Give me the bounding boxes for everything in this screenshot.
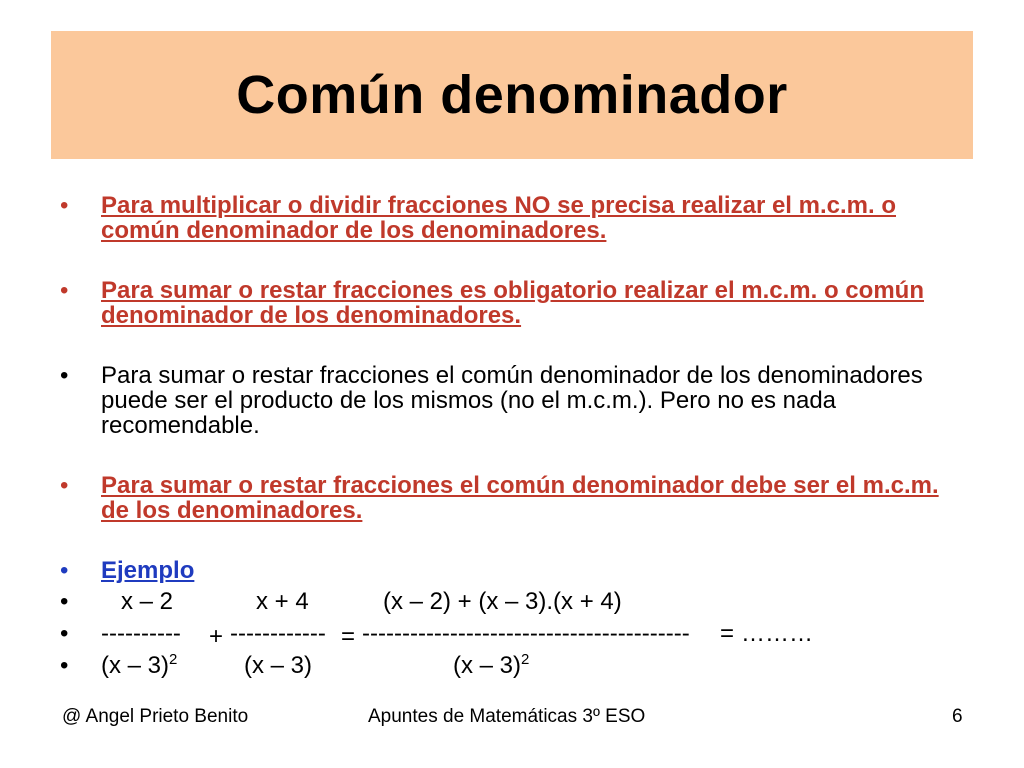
numerator-3: (x – 2) + (x – 3).(x + 4) [383,588,622,615]
bullet-item-mcm [60,473,960,523]
equals-sign: = [341,623,356,650]
slide-title: Común denominador [236,65,788,125]
example-numerators-row [60,589,960,621]
bullet-marker: • [60,192,69,219]
example-denominators-row [60,653,960,685]
slide-footer [0,706,1024,730]
fraction-bar-1: ---------- [101,620,181,647]
bullet-item-example [60,558,960,583]
title-banner [51,31,973,159]
bullet-text: Para sumar o restar fracciones el común denominador debe ser el m.c.m. de los denominadores. [101,472,939,524]
bullet-marker: • [60,472,69,499]
bullet-marker: • [60,557,69,584]
bullet-item-product [60,363,960,438]
numerator-1: x – 2 [121,588,174,615]
bullet-list [60,193,960,685]
fraction-bar-3: ----------------------------------------- [362,620,690,647]
result-ellipsis: ……… [741,620,813,647]
footer-author: @ Angel Prieto Benito [62,706,249,727]
example-heading: Ejemplo [101,557,195,584]
denominator-2: (x – 3) [244,652,313,679]
bullet-marker: • [60,277,69,304]
bullet-text: Para sumar o restar fracciones es obligatorio realizar el m.c.m. o común denominador de los denominadores. [101,277,924,329]
numerator-2: x + 4 [256,588,309,615]
footer-page-number: 6 [952,706,963,727]
bullet-item-multiply-divide [60,193,960,243]
fraction-bar-2: ------------ [230,620,326,647]
equals-sign-2: = [720,620,735,647]
bullet-marker: • [60,362,69,389]
bullet-marker: • [60,620,69,647]
example-fraction-bars-row [60,621,960,653]
bullet-text: Para multiplicar o dividir fracciones NO se precisa realizar el m.c.m. o común denominador de los denominadores. [101,192,896,244]
bullet-item-add-subtract [60,278,960,328]
footer-subject: Apuntes de Matemáticas 3º ESO [368,706,646,727]
bullet-marker: • [60,652,69,679]
denominator-3: (x – 3)$^2$ [453,651,530,679]
plus-sign: + [209,623,224,650]
bullet-text: Para sumar o restar fracciones el común denominador de los denominadores puede ser el producto de los mismos (no el m.c.m.). Pero no es nada recomendable. [101,362,923,439]
bullet-marker: • [60,588,69,615]
denominator-1: (x – 3)$^2$ [101,651,178,679]
